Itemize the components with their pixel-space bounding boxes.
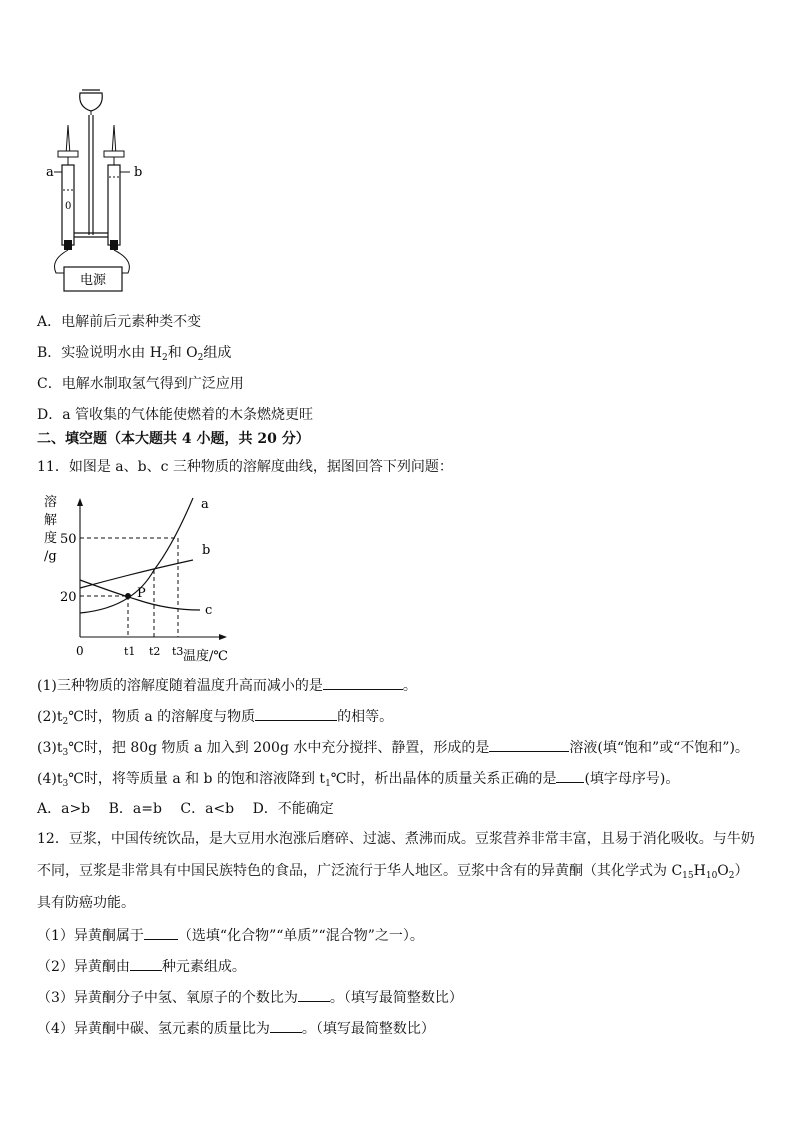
subscript: 1 bbox=[325, 779, 331, 789]
subscript: 2 bbox=[197, 353, 204, 363]
q10-option-d bbox=[37, 405, 313, 425]
option-text: 和 O bbox=[167, 345, 198, 361]
question-text: （3）异黄酮分子中氢、氧原子的个数比为 bbox=[37, 990, 298, 1006]
y-label-2: 解 bbox=[44, 513, 58, 528]
tube-mark: 0 bbox=[65, 201, 72, 212]
q12-sub2 bbox=[37, 956, 246, 977]
answer-blank[interactable] bbox=[144, 925, 178, 940]
subscript: 2 bbox=[728, 871, 735, 881]
option-text: 电解前后元素种类不变 bbox=[61, 314, 202, 330]
x-axis-label: 温度/℃ bbox=[183, 649, 228, 662]
x-axis-arrow bbox=[219, 634, 227, 640]
question-text: 的相等。 bbox=[337, 709, 394, 725]
question-text: （1）异黄酮属于 bbox=[37, 928, 144, 944]
y-tick-20: 20 bbox=[60, 590, 77, 605]
y-label-1: 溶 bbox=[44, 495, 58, 510]
question-text: (1)三种物质的溶解度随着温度升高而减小的是 bbox=[37, 678, 323, 694]
question-text: 种元素组成。 bbox=[161, 959, 246, 975]
q11-stem: 11．如图是 a、b、c 三种物质的溶解度曲线，据图回答下列问题： bbox=[37, 459, 453, 475]
question-text: (3)t bbox=[37, 740, 63, 756]
option-letter: C． bbox=[37, 376, 62, 392]
q10-option-b bbox=[37, 343, 231, 363]
paragraph-text: H bbox=[693, 863, 706, 879]
question-text: 。（填写最简整数比） bbox=[329, 990, 463, 1006]
question-text: （选填“化合物”“单质”“混合物”之一）。 bbox=[177, 928, 424, 944]
paragraph-text: O bbox=[717, 863, 729, 879]
q11-sub2 bbox=[37, 706, 393, 727]
q10-option-a bbox=[37, 312, 201, 332]
x-tick-t3: t3 bbox=[172, 645, 184, 658]
label-b: b bbox=[134, 165, 143, 180]
point-p-label: P bbox=[137, 586, 146, 601]
q10-option-c bbox=[37, 374, 244, 394]
paragraph-text: ）具有防癌功能。 bbox=[37, 863, 749, 911]
y-label-4: /g bbox=[44, 549, 57, 564]
q12-sub1 bbox=[37, 925, 424, 946]
q11-sub4 bbox=[37, 768, 679, 789]
q11-sub1 bbox=[37, 675, 417, 696]
answer-blank[interactable] bbox=[130, 956, 162, 971]
answer-blank[interactable] bbox=[489, 737, 569, 752]
y-axis-arrow bbox=[77, 498, 83, 506]
q12-sub4 bbox=[37, 1018, 435, 1039]
q11-options: A．a>b B．a=b C．a<b D．不能确定 bbox=[37, 801, 334, 817]
x-tick-t1: t1 bbox=[124, 645, 136, 658]
question-text: ℃时，物质 a 的溶解度与物质 bbox=[68, 709, 256, 725]
subscript: 3 bbox=[62, 779, 69, 789]
power-supply-label: 电源 bbox=[79, 273, 107, 288]
series-label-c: c bbox=[205, 603, 213, 618]
series-label-b: b bbox=[202, 543, 211, 558]
question-text: (填字母序号)。 bbox=[584, 771, 680, 787]
question-text: （4）异黄酮中碳、氢元素的质量比为 bbox=[37, 1021, 270, 1037]
option-letter: B． bbox=[37, 345, 62, 361]
q12-paragraph bbox=[37, 823, 757, 919]
option-letter: A． bbox=[37, 314, 62, 330]
subscript: 2 bbox=[62, 717, 69, 727]
solubility-curve-chart bbox=[38, 490, 238, 662]
answer-blank[interactable] bbox=[298, 987, 330, 1002]
subscript: 10 bbox=[705, 871, 718, 881]
option-letter: D． bbox=[37, 407, 63, 423]
question-text: ℃时，析出晶体的质量关系正确的是 bbox=[330, 771, 557, 787]
option-text: 实验说明水由 H bbox=[61, 345, 162, 361]
q12-sub3 bbox=[37, 987, 463, 1008]
y-tick-50: 50 bbox=[60, 532, 77, 547]
intersection-point-p bbox=[125, 593, 131, 599]
question-text: ℃时，将等质量 a 和 b 的饱和溶液降到 t bbox=[68, 771, 326, 787]
x-tick-t2: t2 bbox=[149, 645, 161, 658]
curve-b bbox=[80, 560, 193, 588]
question-text: （2）异黄酮由 bbox=[37, 959, 130, 975]
question-text: 。（填写最简整数比） bbox=[301, 1021, 435, 1037]
electrolysis-apparatus-figure bbox=[38, 85, 148, 295]
subscript: 2 bbox=[161, 353, 168, 363]
question-text: 。 bbox=[402, 678, 417, 694]
paragraph-text: 12．豆浆，中国传统饮品，是大豆用水泡涨后磨碎、过滤、煮沸而成。豆浆营养非常丰富，且易于消化吸收。与牛奶不同，豆浆是非常具有中国民族特色的食品，广泛流行于华人地区。豆浆中含有的异黄酮（其化学式为 C bbox=[37, 831, 755, 879]
q11-sub3 bbox=[37, 737, 749, 758]
option-text: a 管收集的气体能使燃着的木条燃烧更旺 bbox=[62, 407, 314, 423]
subscript: 15 bbox=[682, 871, 694, 881]
subscript: 3 bbox=[62, 748, 69, 758]
question-text: (2)t bbox=[37, 709, 63, 725]
label-a: a bbox=[46, 165, 54, 180]
option-text: 组成 bbox=[203, 345, 232, 361]
question-text: ℃时，把 80g 物质 a 加入到 200g 水中充分搅拌、静置，形成的是 bbox=[68, 740, 490, 756]
answer-blank[interactable] bbox=[556, 768, 584, 783]
option-text: 电解水制取氢气得到广泛应用 bbox=[61, 376, 244, 392]
section-title: 二、填空题（本大题共 4 小题，共 20 分） bbox=[37, 431, 310, 447]
answer-blank[interactable] bbox=[270, 1018, 302, 1033]
answer-blank[interactable] bbox=[323, 675, 403, 690]
series-label-a: a bbox=[201, 497, 209, 512]
y-label-3: 度 bbox=[44, 531, 58, 546]
question-text: (4)t bbox=[37, 771, 63, 787]
answer-blank[interactable] bbox=[255, 706, 337, 721]
x-tick-0: 0 bbox=[76, 644, 84, 658]
question-text: 溶液(填“饱和”或“不饱和”)。 bbox=[569, 740, 749, 756]
